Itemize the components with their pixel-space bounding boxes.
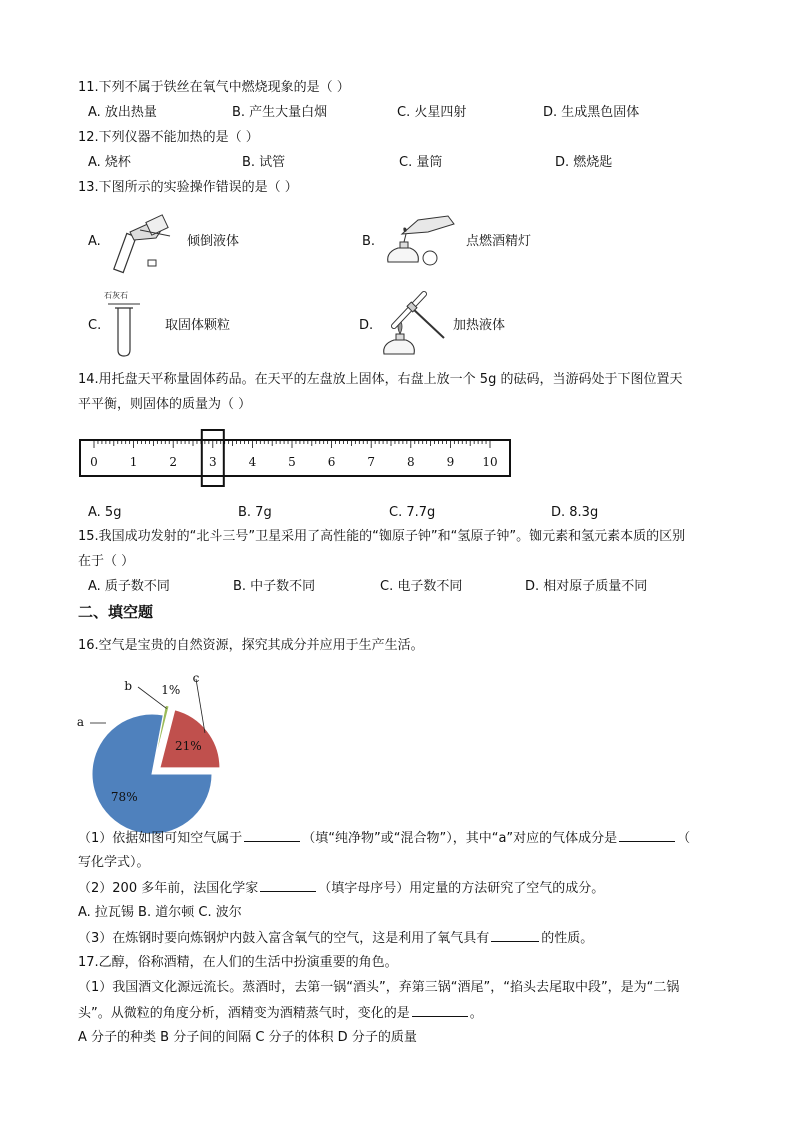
q16-blank-4[interactable] xyxy=(491,929,539,942)
q14-option-d: D. 8.3g xyxy=(551,505,599,520)
pie-category-label: c xyxy=(192,671,200,685)
q14-option-a: A. 5g xyxy=(88,505,122,520)
q16-part1-text-b: （填“纯净物”或“混合物”），其中“a”对应的气体成分是 xyxy=(302,831,618,846)
q16-blank-3[interactable] xyxy=(260,879,316,892)
q15-option-b: B. 中子数不同 xyxy=(233,579,316,594)
q16-part2-options: A. 拉瓦锡 B. 道尔顿 C. 波尔 xyxy=(78,905,242,920)
ruler-label: 1 xyxy=(129,455,138,469)
q16-stem: 16.空气是宝贵的自然资源，探究其成分并应用于生产生活。 xyxy=(78,638,424,653)
light-alcohol-lamp-illustration xyxy=(378,206,460,276)
pie-percent-label-c: 21% xyxy=(175,738,202,753)
ruler-label: 0 xyxy=(90,455,98,469)
ruler-label: 7 xyxy=(367,455,376,469)
q16-blank-2[interactable] xyxy=(619,829,675,842)
balance-ruler xyxy=(80,430,512,488)
pie-percent-label-b: 1% xyxy=(161,683,181,698)
q16-part3-text-b: 的性质。 xyxy=(541,931,594,946)
q15-option-d: D. 相对原子质量不同 xyxy=(525,579,648,594)
q12-option-c: C. 量筒 xyxy=(399,155,443,170)
q16-part1-text-a: （1）依据如图可知空气属于 xyxy=(78,831,243,846)
q12-option-d: D. 燃烧匙 xyxy=(555,155,613,170)
q17-part1-line2 xyxy=(78,1004,483,1023)
q12-option-a: A. 烧杯 xyxy=(88,155,131,170)
ruler-label: 3 xyxy=(208,455,217,469)
q13-letter-d: D. xyxy=(359,318,374,333)
q17-part1-text-b: 。 xyxy=(469,1006,483,1021)
q17-part1-line1: （1）我国酒文化源远流长。蒸酒时，去第一锅“酒头”，弃第三锅“酒尾”，“掐头去尾取中段”，是为“二锅 xyxy=(78,980,680,995)
q12-option-b: B. 试管 xyxy=(242,155,286,170)
q12-stem: 12.下列仪器不能加热的是（ ） xyxy=(78,130,259,145)
q13-c-image-label: 石灰石 xyxy=(104,291,128,300)
q16-part2-line xyxy=(78,879,604,898)
q11-option-c: C. 火星四射 xyxy=(397,105,467,120)
ruler-label: 8 xyxy=(406,455,415,469)
heat-liquid-illustration xyxy=(372,290,452,362)
q15-option-a: A. 质子数不同 xyxy=(88,579,170,594)
q11-option-d: D. 生成黑色固体 xyxy=(543,105,640,120)
ruler-label: 4 xyxy=(248,455,257,469)
q11-option-a: A. 放出热量 xyxy=(88,105,157,120)
q13-caption-a: 倾倒液体 xyxy=(187,234,240,249)
q14-stem-line1: 14.用托盘天平称量固体药品。在天平的左盘放上固体，右盘上放一个 5g 的砝码，当游码处于下图位置天 xyxy=(78,372,683,387)
q17-part1-options: A 分子的种类 B 分子间的间隔 C 分子的体积 D 分子的质量 xyxy=(78,1030,417,1045)
ruler-label: 6 xyxy=(327,455,336,469)
q14-option-b: B. 7g xyxy=(238,505,272,520)
q16-part1-line1 xyxy=(78,829,690,848)
q15-stem-line1: 15.我国成功发射的“北斗三号”卫星采用了高性能的“铷原子钟”和“氢原子钟”。铷元素和氢元素本质的区别 xyxy=(78,529,686,544)
q11-stem: 11.下列不属于铁丝在氧气中燃烧现象的是（ ） xyxy=(78,80,350,95)
q14-option-c: C. 7.7g xyxy=(389,505,436,520)
q13-caption-c: 取固体颗粒 xyxy=(165,318,231,333)
q13-letter-a: A. xyxy=(88,234,101,249)
pie-percent-label-a: 78% xyxy=(110,789,138,804)
q16-part2-text-a: （2）200 多年前，法国化学家 xyxy=(78,881,259,896)
q13-stem: 13.下图所示的实验操作错误的是（ ） xyxy=(78,180,298,195)
q13-caption-d: 加热液体 xyxy=(453,318,506,333)
q17-blank-1[interactable] xyxy=(412,1004,468,1017)
q16-part1-line2: 写化学式）。 xyxy=(78,855,150,870)
q15-option-c: C. 电子数不同 xyxy=(380,579,463,594)
ruler-label: 10 xyxy=(482,455,498,469)
q13-letter-b: B. xyxy=(362,234,376,249)
q16-part3-line xyxy=(78,929,593,948)
ruler-label: 2 xyxy=(169,455,178,469)
air-composition-pie-chart xyxy=(70,664,240,824)
pour-liquid-illustration xyxy=(100,208,180,268)
q11-option-b: B. 产生大量白烟 xyxy=(232,105,328,120)
q13-letter-c: C. xyxy=(88,318,102,333)
q15-stem-line2: 在于（ ） xyxy=(78,554,135,569)
q16-part3-text-a: （3）在炼钢时要向炼钢炉内鼓入富含氧气的空气，这是利用了氧气具有 xyxy=(78,931,490,946)
q14-stem-line2: 平平衡，则固体的质量为（ ） xyxy=(78,397,252,412)
pie-category-label: a xyxy=(76,715,84,729)
ruler-label: 9 xyxy=(446,455,455,469)
q16-blank-1[interactable] xyxy=(244,829,300,842)
ruler-label: 5 xyxy=(288,455,296,469)
q16-part1-text-c: （ xyxy=(677,831,691,846)
section-title: 二、填空题 xyxy=(78,603,154,621)
q13-caption-b: 点燃酒精灯 xyxy=(466,234,532,249)
q17-stem: 17.乙醇，俗称酒精，在人们的生活中扮演重要的角色。 xyxy=(78,955,398,970)
pie-category-label: b xyxy=(124,679,132,693)
take-solid-granule-illustration xyxy=(104,300,154,360)
q16-part2-text-b: （填字母序号）用定量的方法研究了空气的成分。 xyxy=(318,881,605,896)
q17-part1-text-a: 头”。从微粒的角度分析，酒精变为酒精蒸气时，变化的是 xyxy=(78,1006,410,1021)
